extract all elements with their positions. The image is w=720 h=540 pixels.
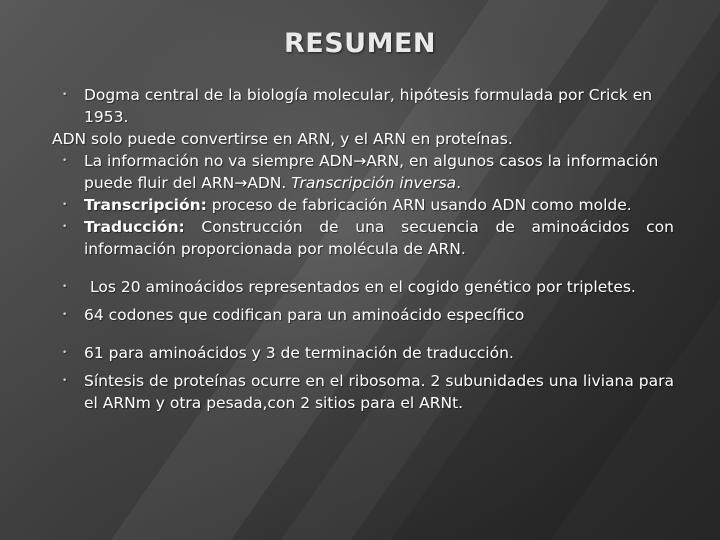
bullet-icon: • xyxy=(62,348,68,358)
spacer xyxy=(52,326,674,342)
text-line-adn xyxy=(52,128,674,150)
bullet-icon: • xyxy=(62,376,68,386)
item-text: 64 codones que codifican para un aminoácido específico xyxy=(84,306,525,324)
bullet-icon: • xyxy=(62,200,68,210)
bullet-item-codones xyxy=(52,304,674,326)
item-text: Construcción de una secuencia de aminoácidos con información proporcionada por molécula de ARN. xyxy=(84,218,674,258)
item-text: La información no va siempre ADN→ARN, en algunos casos la información puede fluir del ARN→ADN. xyxy=(84,152,659,192)
item-text: ADN solo puede convertirse en ARN, y el ARN en proteínas. xyxy=(52,130,513,148)
slide-title: RESUMEN xyxy=(283,28,436,59)
bullet-item-traduccion xyxy=(52,216,674,260)
item-bold-label: Traducción: xyxy=(84,218,185,236)
item-text: Dogma central de la biología molecular, hipótesis formulada por Crick en 1953. xyxy=(84,86,653,126)
item-bold-label: Transcripción: xyxy=(84,196,207,214)
spacer xyxy=(52,260,674,276)
bullet-item-aminoacidos xyxy=(52,276,674,298)
bullet-icon: • xyxy=(62,90,68,100)
bullet-icon: • xyxy=(62,222,68,232)
bullet-item-transcripcion xyxy=(52,194,674,216)
bullet-icon: • xyxy=(62,310,68,320)
item-text: Síntesis de proteínas ocurre en el ribosoma. 2 subunidades una liviana para el ARNm y otra pesada,con 2 sitios para el ARNt. xyxy=(84,372,674,412)
bullet-icon: • xyxy=(62,156,68,166)
item-text: . xyxy=(456,174,462,192)
bullet-item-informacion xyxy=(52,150,674,194)
bullet-item-sintesis xyxy=(52,370,674,414)
bullet-item-dogma xyxy=(52,84,674,128)
bullet-item-terminacion xyxy=(52,342,674,364)
item-text: 61 para aminoácidos y 3 de terminación de traducción. xyxy=(84,344,514,362)
slide-body xyxy=(52,84,674,414)
bullet-icon: • xyxy=(62,282,68,292)
item-text: Los 20 aminoácidos representados en el cogido genético por tripletes. xyxy=(90,278,636,296)
item-italic-text: Transcripción inversa xyxy=(291,174,457,192)
item-text: proceso de fabricación ARN usando ADN como molde. xyxy=(206,196,632,214)
